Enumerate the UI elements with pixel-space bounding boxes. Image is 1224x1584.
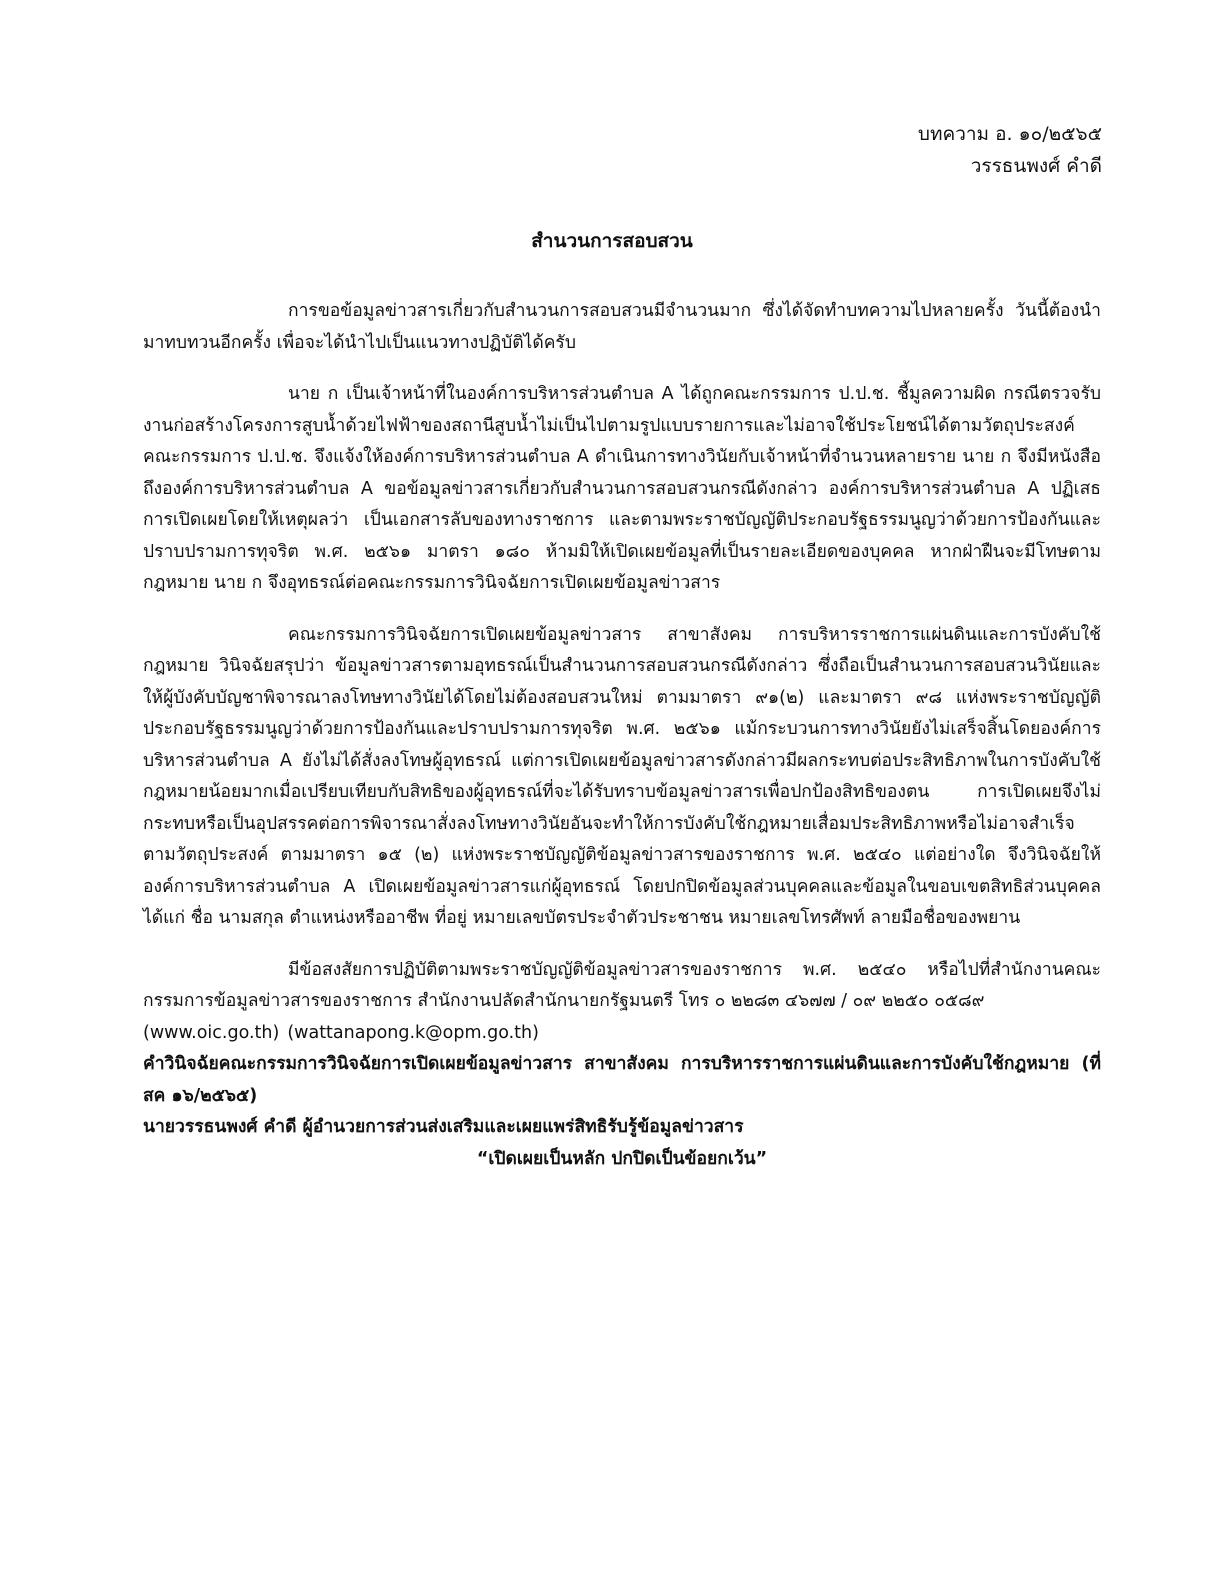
paragraph-intro: การขอข้อมูลข่าวสารเกี่ยวกับสำนวนการสอบสวนมีจำนวนมาก ซึ่งได้จัดทำบทความไปหลายครั้ง วันนี้ต้องนำมาทบทวนอีกครั้ง เพื่อจะได้นำไปเป็นแนวทางปฏิบัติได้ครับ — [143, 301, 1101, 353]
website-link[interactable]: (www.oic.go.th) — [143, 1022, 280, 1043]
contact-links — [143, 1018, 1101, 1050]
document-title: สำนวนการสอบสวน — [531, 230, 693, 252]
article-reference: บทความ อ. ๑๐/๒๕๖๕ — [917, 123, 1102, 145]
paragraph-facts: นาย ก เป็นเจ้าหน้าที่ในองค์การบริหารส่วนตำบล A ได้ถูกคณะกรรมการ ป.ป.ช. ชี้มูลความผิด กรณีตรวจรับงานก่อสร้างโครงการสูบน้ำด้วยไฟฟ้าของสถานีสูบน้ำไม่เป็นไปตามรูปแบบรายการและไม่อาจใช้ประโยชน์ได้ตามวัตถุประสงค์ คณะกรรมการ ป.ป.ช. จึงแจ้งให้องค์การบริหารส่วนตำบล A ดำเนินการทางวินัยกับเจ้าหน้าที่จำนวนหลายราย นาย ก จึงมีหนังสือถึงองค์การบริหารส่วนตำบล A ขอข้อมูลข่าวสารเกี่ยวกับสำนวนการสอบสวนกรณีดังกล่าว องค์การบริหารส่วนตำบล A ปฏิเสธการเปิดเผยโดยให้เหตุผลว่า เป็นเอกสารลับของทางราชการ และตามพระราชบัญญัติประกอบรัฐธรรมนูญว่าด้วยการป้องกันและปราบปรามการทุจริต พ.ศ. ๒๕๖๑ มาตรา ๑๘๐ ห้ามมิให้เปิดเผยข้อมูลที่เป็นรายละเอียดของบุคคล หากฝ่าฝืนจะมีโทษตามกฎหมาย นาย ก จึงอุทธรณ์ต่อคณะกรรมการวินิจฉัยการเปิดเผยข้อมูลข่าวสาร — [143, 384, 1101, 593]
author-name: วรรธนพงศ์ คำดี — [970, 155, 1102, 177]
motto: “เปิดเผยเป็นหลัก ปกปิดเป็นข้อยกเว้น” — [476, 1148, 768, 1169]
signature-line: นายวรรธนพงศ์ คำดี ผู้อำนวยการส่วนส่งเสริมและเผยแพร่สิทธิรับรู้ข้อมูลข่าวสาร — [143, 1117, 744, 1137]
document-body — [143, 296, 1101, 1175]
decision-reference: คำวินิจฉัยคณะกรรมการวินิจฉัยการเปิดเผยข้อมูลข่าวสาร สาขาสังคม การบริหารราชการแผ่นดินและการบังคับใช้กฎหมาย (ที่ สค ๑๖/๒๕๖๕) — [143, 1054, 1101, 1106]
header-block — [918, 118, 1102, 182]
paragraph-decision: คณะกรรมการวินิจฉัยการเปิดเผยข้อมูลข่าวสาร สาขาสังคม การบริหารราชการแผ่นดินและการบังคับใช้กฎหมาย วินิจฉัยสรุปว่า ข้อมูลข่าวสารตามอุทธรณ์เป็นสำนวนการสอบสวนกรณีดังกล่าว ซึ่งถือเป็นสำนวนการสอบสวนวินัยและให้ผู้บังคับบัญชาพิจารณาลงโทษทางวินัยได้โดยไม่ต้องสอบสวนใหม่ ตามมาตรา ๙๑(๒) และมาตรา ๙๘ แห่งพระราชบัญญัติประกอบรัฐธรรมนูญว่าด้วยการป้องกันและปราบปรามการทุจริต พ.ศ. ๒๕๖๑ แม้กระบวนการทางวินัยยังไม่เสร็จสิ้นโดยองค์การบริหารส่วนตำบล A ยังไม่ได้สั่งลงโทษผู้อุทธรณ์ แต่การเปิดเผยข้อมูลข่าวสารดังกล่าวมีผลกระทบต่อประสิทธิภาพในการบังคับใช้กฎหมายน้อยมากเมื่อเปรียบเทียบกับสิทธิของผู้อุทธรณ์ที่จะได้รับทราบข้อมูลข่าวสารเพื่อปกป้องสิทธิของตน การเปิดเผยจึงไม่กระทบหรือเป็นอุปสรรคต่อการพิจารณาสั่งลงโทษทางวินัยอันจะทำให้การบังคับใช้กฎหมายเสื่อมประสิทธิภาพหรือไม่อาจสำเร็จตามวัตถุประสงค์ ตามมาตรา ๑๕ (๒) แห่งพระราชบัญญัติข้อมูลข่าวสารของราชการ พ.ศ. ๒๕๔๐ แต่อย่างใด จึงวินิจฉัยให้องค์การบริหารส่วนตำบล A เปิดเผยข้อมูลข่าวสารแก่ผู้อุทธรณ์ โดยปกปิดข้อมูลส่วนบุคคลและข้อมูลในขอบเขตสิทธิส่วนบุคคล ได้แก่ ชื่อ นามสกุล ตำแหน่งหรืออาชีพ ที่อยู่ หมายเลขบัตรประจำตัวประชาชน หมายเลขโทรศัพท์ ลายมือชื่อของพยาน — [143, 624, 1101, 928]
email-link[interactable]: (wattanapong.k@opm.go.th) — [287, 1022, 539, 1043]
paragraph-contact: มีข้อสงสัยการปฏิบัติตามพระราชบัญญัติข้อมูลข่าวสารของราชการ พ.ศ. ๒๕๔๐ หรือไปที่สำนักงานคณะกรรมการข้อมูลข่าวสารของราชการ สำนักงานปลัดสำนักนายกรัฐมนตรี โทร ๐ ๒๒๘๓ ๔๖๗๗ / ๐๙ ๒๒๕๐ ๐๕๘๙ — [143, 959, 1101, 1011]
